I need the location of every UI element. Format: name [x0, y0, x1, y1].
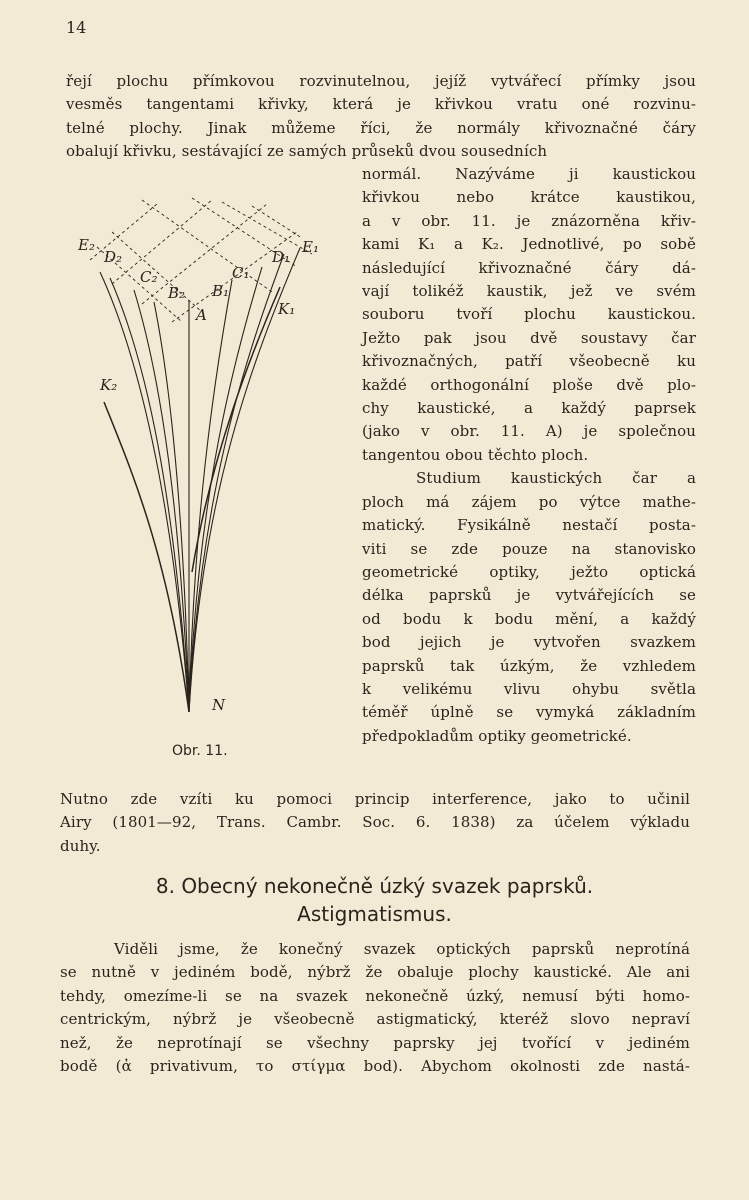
page-number: 14 — [66, 18, 87, 37]
wavefront-line — [222, 202, 312, 254]
text-line: křivoznačných, patří všeobecně ku — [362, 352, 696, 371]
text-line: Viděli jsme, že konečný svazek optických paprsků neprotíná — [114, 940, 690, 958]
text-line: každé orthogonální ploše dvě plo- — [362, 375, 696, 394]
text-line: k velikému vlivu ohybu světla — [362, 679, 696, 698]
text-line: bod jejich je vytvořen svazkem — [362, 633, 696, 652]
text-line: tehdy, omezíme-li se na svazek nekonečně úzký, nemusí býti homo- — [60, 986, 690, 1005]
text-line: od bodu k bodu mění, a každý — [362, 609, 696, 628]
wavefront-line — [142, 200, 272, 292]
label-b2: B₂ — [168, 284, 186, 302]
text-line: (jako v obr. 11. A) je společnou — [362, 422, 696, 441]
label-e2: E₂ — [78, 236, 95, 254]
text-line: souboru tvoří plochu kaustickou. — [362, 305, 696, 324]
section-heading — [0, 872, 749, 928]
text-line: paprsků tak úzkým, že vzhledem — [362, 656, 696, 675]
text-line: centrickým, nýbrž je všeobecně astigmatický, kteréž slovo nepraví — [60, 1010, 690, 1029]
wavefront-line — [112, 200, 212, 284]
text-line: chy kaustické, a každý paprsek — [362, 399, 696, 418]
text-line: než, že neprotínají se všechny paprsky jej tvořící v jediném — [60, 1033, 690, 1052]
right-column-text — [362, 163, 696, 748]
label-a: A — [196, 306, 207, 324]
text-line: duhy. — [60, 836, 101, 855]
text-line: téměř úplně se vymyká základním — [362, 703, 696, 722]
label-k2: K₂ — [100, 376, 118, 394]
caustic-diagram — [62, 192, 352, 752]
ray-left-2 — [110, 278, 189, 712]
ray-outer-left — [100, 272, 189, 712]
text-line: matický. Fysikálně nestačí posta- — [362, 516, 696, 535]
text-line: a v obr. 11. je znázorněna křiv- — [362, 211, 696, 230]
wavefront-line — [252, 206, 302, 238]
text-line: křivkou nebo krátce kaustikou, — [362, 188, 696, 207]
label-n: N — [212, 696, 226, 714]
text-line: telné plochy. Jinak můžeme říci, že normály křivoznačné čáry — [66, 118, 696, 137]
text-line: Studium kaustických čar a — [416, 469, 696, 488]
text-line: Airy (1801—92, Trans. Cambr. Soc. 6. 1838) za účelem výkladu — [60, 813, 690, 832]
caustic-k2 — [104, 402, 189, 712]
text-line: obalují křivku, sestávající ze samých průseků dvou sousedních — [66, 142, 548, 161]
text-line: následující křivoznačné čáry dá- — [362, 258, 696, 277]
figure-11 — [62, 192, 352, 752]
label-k1: K₁ — [278, 300, 296, 318]
text-line: vesměs tangentami křivky, která je křivkou vratu oné rozvinu- — [66, 95, 696, 114]
text-line: viti se zde pouze na stanovisko — [362, 539, 696, 558]
text-line: tangentou obou těchto ploch. — [362, 445, 589, 464]
text-line: předpokladům optiky geometrické. — [362, 726, 632, 745]
ray-right-4 — [189, 280, 232, 712]
label-d1: D₁ — [272, 248, 291, 266]
label-e1: E₁ — [302, 238, 319, 256]
continuation-paragraph — [60, 788, 690, 858]
wavefront-line — [90, 204, 157, 260]
section-heading-line-2: Astigmatismus. — [297, 902, 452, 926]
text-line: se nutně v jediném bodě, nýbrž že obaluje plochy kaustické. Ale ani — [60, 963, 690, 982]
label-d2: D₂ — [104, 248, 123, 266]
ray-right-3 — [189, 267, 262, 712]
text-line: vají tolikéž kaustik, jež ve svém — [362, 282, 696, 301]
text-line: ploch má zájem po výtce mathe- — [362, 492, 696, 511]
text-line: normál. Nazýváme ji kaustickou — [362, 165, 696, 183]
text-line: Nutno zde vzíti ku pomoci princip interference, jako to učinil — [60, 790, 690, 808]
opening-paragraph — [66, 70, 696, 164]
section-paragraph — [60, 938, 690, 1078]
wavefront-line — [142, 204, 267, 304]
text-line: geometrické optiky, ježto optická — [362, 562, 696, 581]
label-b1: B₁ — [212, 282, 230, 300]
text-line: kami K₁ a K₂. Jednotlivé, po sobě — [362, 235, 696, 254]
label-c1: C₁ — [232, 264, 250, 282]
label-c2: C₂ — [140, 268, 158, 286]
text-line: bodě (ἀ privativum, το στίγμα bod). Abychom okolnosti zde nastá- — [60, 1057, 690, 1076]
text-line: Ježto pak jsou dvě soustavy čar — [362, 328, 696, 347]
text-line: řejí plochu přímkovou rozvinutelnou, jejíž vytvářecí přímky jsou — [66, 72, 696, 90]
figure-caption: Obr. 11. — [172, 743, 228, 759]
section-heading-line-1: 8. Obecný nekonečně úzký svazek paprsků. — [155, 874, 594, 898]
text-line: délka paprsků je vytvářejících se — [362, 586, 696, 605]
